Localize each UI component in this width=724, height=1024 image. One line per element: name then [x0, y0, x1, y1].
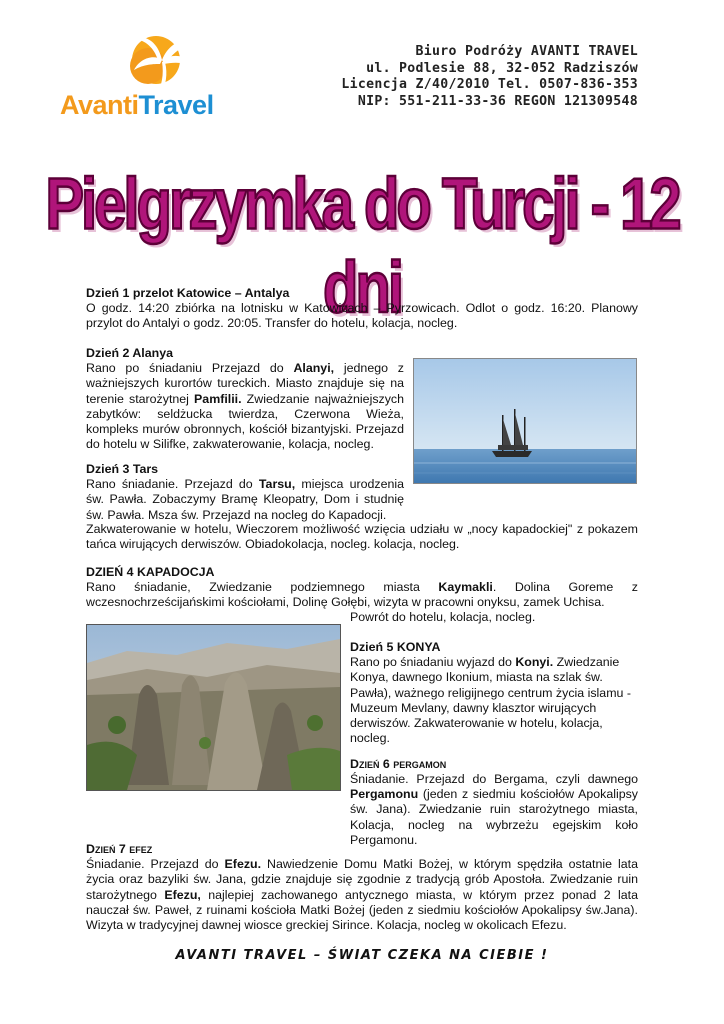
day-1-section [86, 286, 638, 332]
day-4-heading: DZIEŃ 4 KAPADOCJA [86, 565, 215, 579]
day-2-heading: Dzień 2 Alanya [86, 346, 173, 360]
cappadocia-photo [86, 624, 341, 791]
day-6-section [350, 757, 638, 772]
day-3-text: Rano śniadanie. Przejazd do Tarsu, miejsca urodzenia św. Pawła. Zobaczymy Bramę Kleopatry, Dom i studnię św. Pawła. Msza św. Przejazd na nocleg do Kapadocji. [86, 477, 404, 522]
day-4-text: Rano śniadanie, Zwiedzanie podziemnego miasta Kaymakli. Dolina Goreme z wczesnochrześcijańskimi kościołami, Dolinę Gołębi, wizyta w pracowni onyksu, zamek Uchisa. [86, 580, 639, 610]
company-name: Biuro Podróży AVANTI TRAVEL [415, 44, 638, 59]
day-1-text: O godz. 14:20 zbiórka na lotnisku w Katowicach – Pyrzowicach. Odlot o godz. 16:20. Planowy przylot do Antalyi o godz. 20:05. Transfer do hotelu, kolacja, nocleg. [86, 301, 638, 331]
company-info [341, 44, 638, 110]
page-title: Pielgrzymka do Turcji - 12 dni [45, 163, 679, 329]
day-3-text-continued: Zakwaterowanie w hotelu, Wieczorem możliwość wzięcia udziału w „nocy kapadockiej" z pokazem tańca wirujących derwiszów. Obiadokolacja, nocleg. kolacja, nocleg. [86, 522, 638, 552]
company-address: ul. Podlesie 88, 32-052 Radziszów [366, 60, 638, 76]
company-license: Licencja Z/40/2010 Tel. 0507-836-353 [341, 77, 638, 92]
day-7-text: Śniadanie. Przejazd do Efezu. Nawiedzenie Domu Matki Bożej, w którym spędziła ostatnie lata życia oraz bazyliki św. Jana, gdzie znajduje się zgodnie z tradycją grób Apostoła. Zwiedzanie ruin starożytnego Efezu, najlepiej zachowanego antycznego miasta, w którym przez ponad 2 lata nauczał św. Paweł, z ruinami kościoła Matki Bożej (jeden z siedmiu kościołów Apokalipsy św.Jana). Wizyta w tradycyjnej dawnej wiosce greckiej Sirince. Kolacja, nocleg w okolicach Efezu. [86, 857, 638, 933]
day-5-text: Rano po śniadaniu wyjazd do Konyi. Zwiedzanie Konya, dawnego Ikonium, miasta na szlak św. Pawła), ważnego religijnego centrum życia islamu - Muzeum Mevlany, dawny klasztor wirujących derwiszów. Zakwaterowanie w hotelu, kolacja, nocleg. [350, 655, 631, 746]
day-1-heading: Dzień 1 przelot Katowice – Antalya [86, 286, 290, 300]
day-4-section [86, 565, 638, 611]
ship-photo [413, 358, 637, 484]
day-7-heading: Dzień 7 efez [86, 842, 153, 856]
day-3-section [86, 462, 404, 523]
day-5-heading: Dzień 5 KONYA [350, 640, 441, 654]
day-5-section [350, 640, 638, 746]
day-4-text-continued: Powrót do hotelu, kolacja, nocleg. [350, 610, 536, 624]
day-6-text: Śniadanie. Przejazd do Bergama, czyli dawnego Pergamonu (jeden z siedmiu kościołów Apokalipsy św. Jana). Zwiedzanie ruin starożytnego miasta, Kolacja, nocleg na wybrzeżu egejskim koło Pergamonu. [350, 772, 638, 847]
day-2-section [86, 346, 404, 452]
logo-text: AvantiTravel [60, 90, 214, 120]
day-2-text: Rano po śniadaniu Przejazd do Alanyi, jednego z ważniejszych kurortów tureckich. Miasto znajduje się na terenie starożytnej Pamfilii. Zwiedzanie najważniejszych zabytków: seldżucka twierdza, Czerwona Wieża, kompleks murów obronnych, kościół bizantyjski. Przejazd do hotelu w Silifke, zakwaterowanie, kolacja, nocleg. [86, 361, 405, 452]
company-registry: NIP: 551-211-33-36 REGON 121309548 [357, 93, 638, 109]
day-7-section [86, 842, 638, 933]
day-6-heading: Dzień 6 pergamon [350, 757, 447, 771]
day-3-heading: Dzień 3 Tars [86, 462, 159, 476]
company-logo [58, 30, 238, 130]
footer-slogan: AVANTI TRAVEL – ŚWIAT CZEKA NA CIEBIE ! [175, 948, 549, 963]
